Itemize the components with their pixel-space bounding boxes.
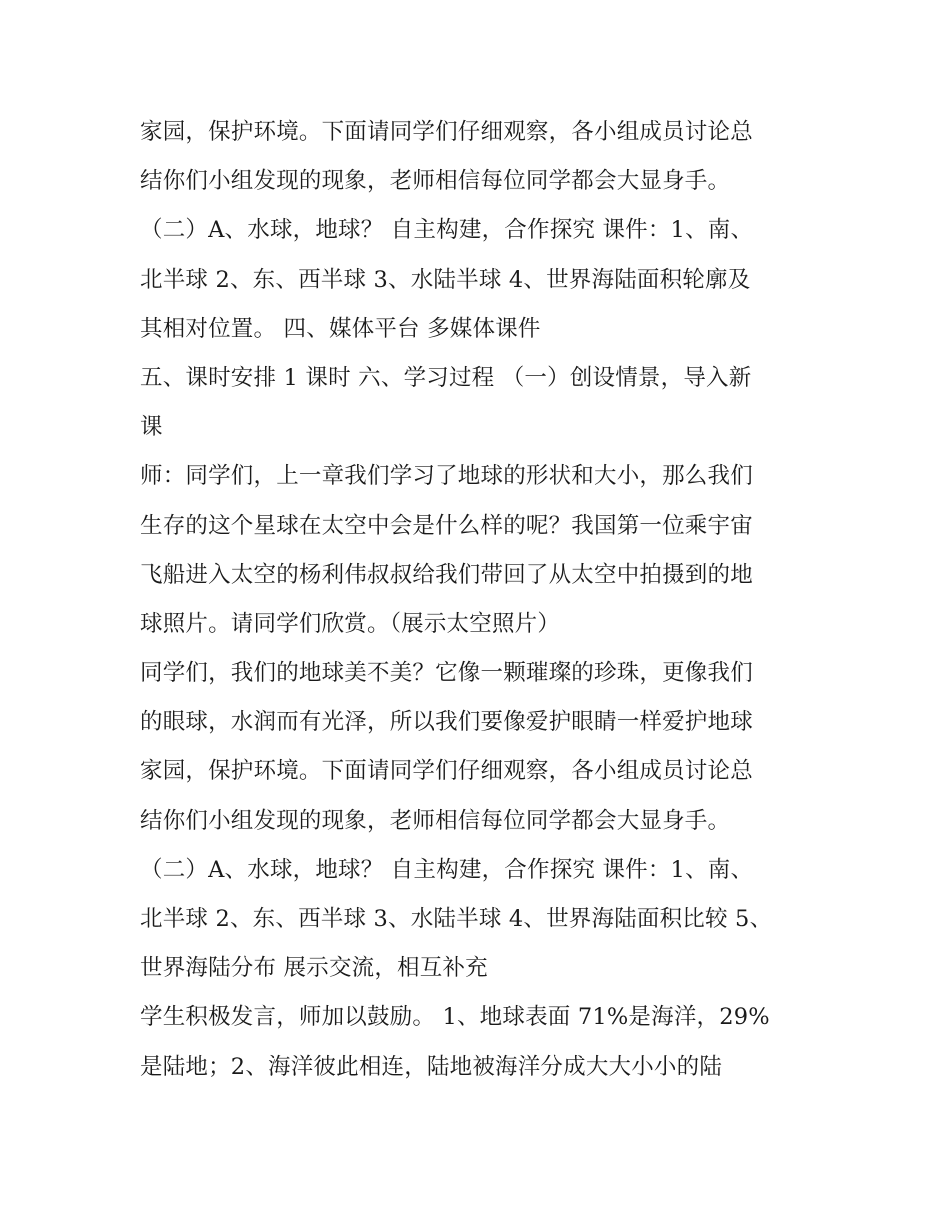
text-line: 生存的这个星球在太空中会是什么样的呢？我国第一位乘宇宙 — [140, 512, 753, 539]
text-line: 课 — [140, 414, 163, 441]
text-line: 的眼球，水润而有光泽，所以我们要像爱护眼睛一样爱护地球 — [140, 709, 753, 736]
text-line: （二）A、水球，地球？ 自主构建，合作探究 课件：1、南、 — [140, 217, 754, 244]
text-line: 北半球 2、东、西半球 3、水陆半球 4、世界海陆面积轮廓及 — [140, 266, 751, 293]
text-line: 家园，保护环境。下面请同学们仔细观察，各小组成员讨论总 — [140, 119, 753, 145]
text-line: 北半球 2、东、西半球 3、水陆半球 4、世界海陆面积比较 5、 — [140, 906, 773, 932]
text-line: （二）A、水球，地球？ 自主构建，合作探究 课件：1、南、 — [140, 856, 754, 883]
text-line: 其相对位置。 四、媒体平台 多媒体课件 — [140, 315, 541, 342]
text-line: 同学们，我们的地球美不美？它像一颗璀璨的珍珠，更像我们 — [140, 660, 753, 687]
text-line: 飞船进入太空的杨利伟叔叔给我们带回了从太空中拍摄到的地 — [140, 561, 753, 588]
document-body — [140, 108, 820, 1092]
text-line: 结你们小组发现的现象，老师相信每位同学都会大显身手。 — [140, 168, 731, 195]
text-line: 家园，保护环境。下面请同学们仔细观察，各小组成员讨论总 — [140, 758, 753, 785]
text-line: 结你们小组发现的现象，老师相信每位同学都会大显身手。 — [140, 807, 731, 834]
text-line: 学生积极发言，师加以鼓励。 1、地球表面 71%是海洋，29% — [140, 1004, 770, 1031]
text-line: 球照片。请同学们欣赏。（展示太空照片） — [140, 610, 561, 637]
text-line: 世界海陆分布 展示交流，相互补充 — [140, 955, 488, 982]
text-line: 五、课时安排 1 课时 六、学习过程 （一）创设情景，导入新 — [140, 364, 752, 391]
text-line: 师：同学们，上一章我们学习了地球的形状和大小，那么我们 — [140, 463, 753, 490]
text-line: 是陆地；2、海洋彼此相连，陆地被海洋分成大大小小的陆 — [140, 1053, 723, 1080]
